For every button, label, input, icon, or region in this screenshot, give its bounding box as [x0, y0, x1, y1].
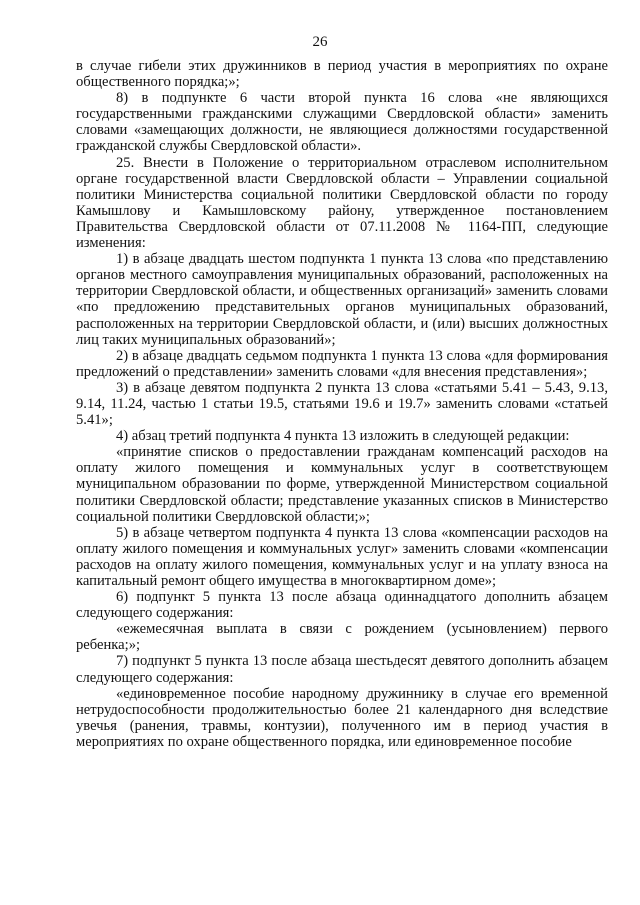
paragraph-item-2: 2) в абзаце двадцать седьмом подпункта 1 пункта 13 слова «для формирования предложений о представлении» заменить словами «для внесения представления»;	[76, 347, 608, 380]
paragraph-item-8: 8) в подпункте 6 части второй пункта 16 слова «не являющихся государственными гражданскими служащими Свердловской области» заменить словами «замещающих должности, не являющиеся должностями государственной гражданской службы Свердловской области».	[76, 90, 608, 155]
page-number: 26	[312, 34, 328, 50]
document-body	[76, 58, 608, 750]
paragraph-item-1: 1) в абзаце двадцать шестом подпункта 1 пункта 13 слова «по представлению органов местного самоуправления муниципальных образований, расположенных на территории Свердловской области, и общественных организаций» заменить словами «по предложению представительных органов муниципальных образований, расположенных на территории Свердловской области, и (или) высших должностных лиц таких муниципальных образований»;	[76, 251, 608, 348]
paragraph-item-3: 3) в абзаце девятом подпункта 2 пункта 13 слова «статьями 5.41 – 5.43, 9.13, 9.14, 11.24, частью 1 статьи 19.5, статьями 19.6 и 19.7» заменить словами «статьей 5.41»;	[76, 379, 608, 429]
paragraph-item-4: 4) абзац третий подпункта 4 пункта 13 изложить в следующей редакции:	[116, 428, 570, 445]
paragraph-quote-payment: «ежемесячная выплата в связи с рождением (усыновлением) первого ребенка;»;	[76, 621, 608, 654]
paragraph-section-25: 25. Внести в Положение о территориальном отраслевом исполнительном органе государственной власти Свердловской области – Управлении социальной политики Министерства социальной политики Свердловской области по городу Камышлову и Камышловскому району, утвержденное постановлением Правительства Свердловской области от 07.11.2008 № 1164-ПП, следующие изменения:	[76, 154, 608, 252]
paragraph-item-5: 5) в абзаце четвертом подпункта 4 пункта 13 слова «компенсации расходов на оплату жилого помещения и коммунальных услуг» заменить словами «компенсации расходов на оплату жилого помещения, коммунальных услуг и на уплату взноса на капитальный ремонт общего имущества в многоквартирном доме»;	[76, 524, 608, 589]
paragraph-quote-lists: «принятие списков о предоставлении гражданам компенсаций расходов на оплату жилого помещения и коммунальных услуг в соответствующем муниципальном образовании по форме, утвержденной Министерством социальной политики Свердловской области; представление указанных списков в Министерство социальной политики Свердловской области;»;	[76, 444, 608, 525]
paragraph-quote-allowance: «единовременное пособие народному дружиннику в случае его временной нетрудоспособности продолжительностью более 21 календарного дня вследствие увечья (ранения, травмы, контузии), полученного им в период участия в мероприятиях по охране общественного порядка, или единовременное пособие	[76, 685, 608, 750]
paragraph-continuation: в случае гибели этих дружинников в период участия в мероприятиях по охране общественного порядка;»;	[76, 58, 608, 91]
paragraph-item-7: 7) подпункт 5 пункта 13 после абзаца шестьдесят девятого дополнить абзацем следующего содержания:	[76, 653, 608, 686]
paragraph-item-6: 6) подпункт 5 пункта 13 после абзаца одиннадцатого дополнить абзацем следующего содержания:	[76, 589, 608, 622]
